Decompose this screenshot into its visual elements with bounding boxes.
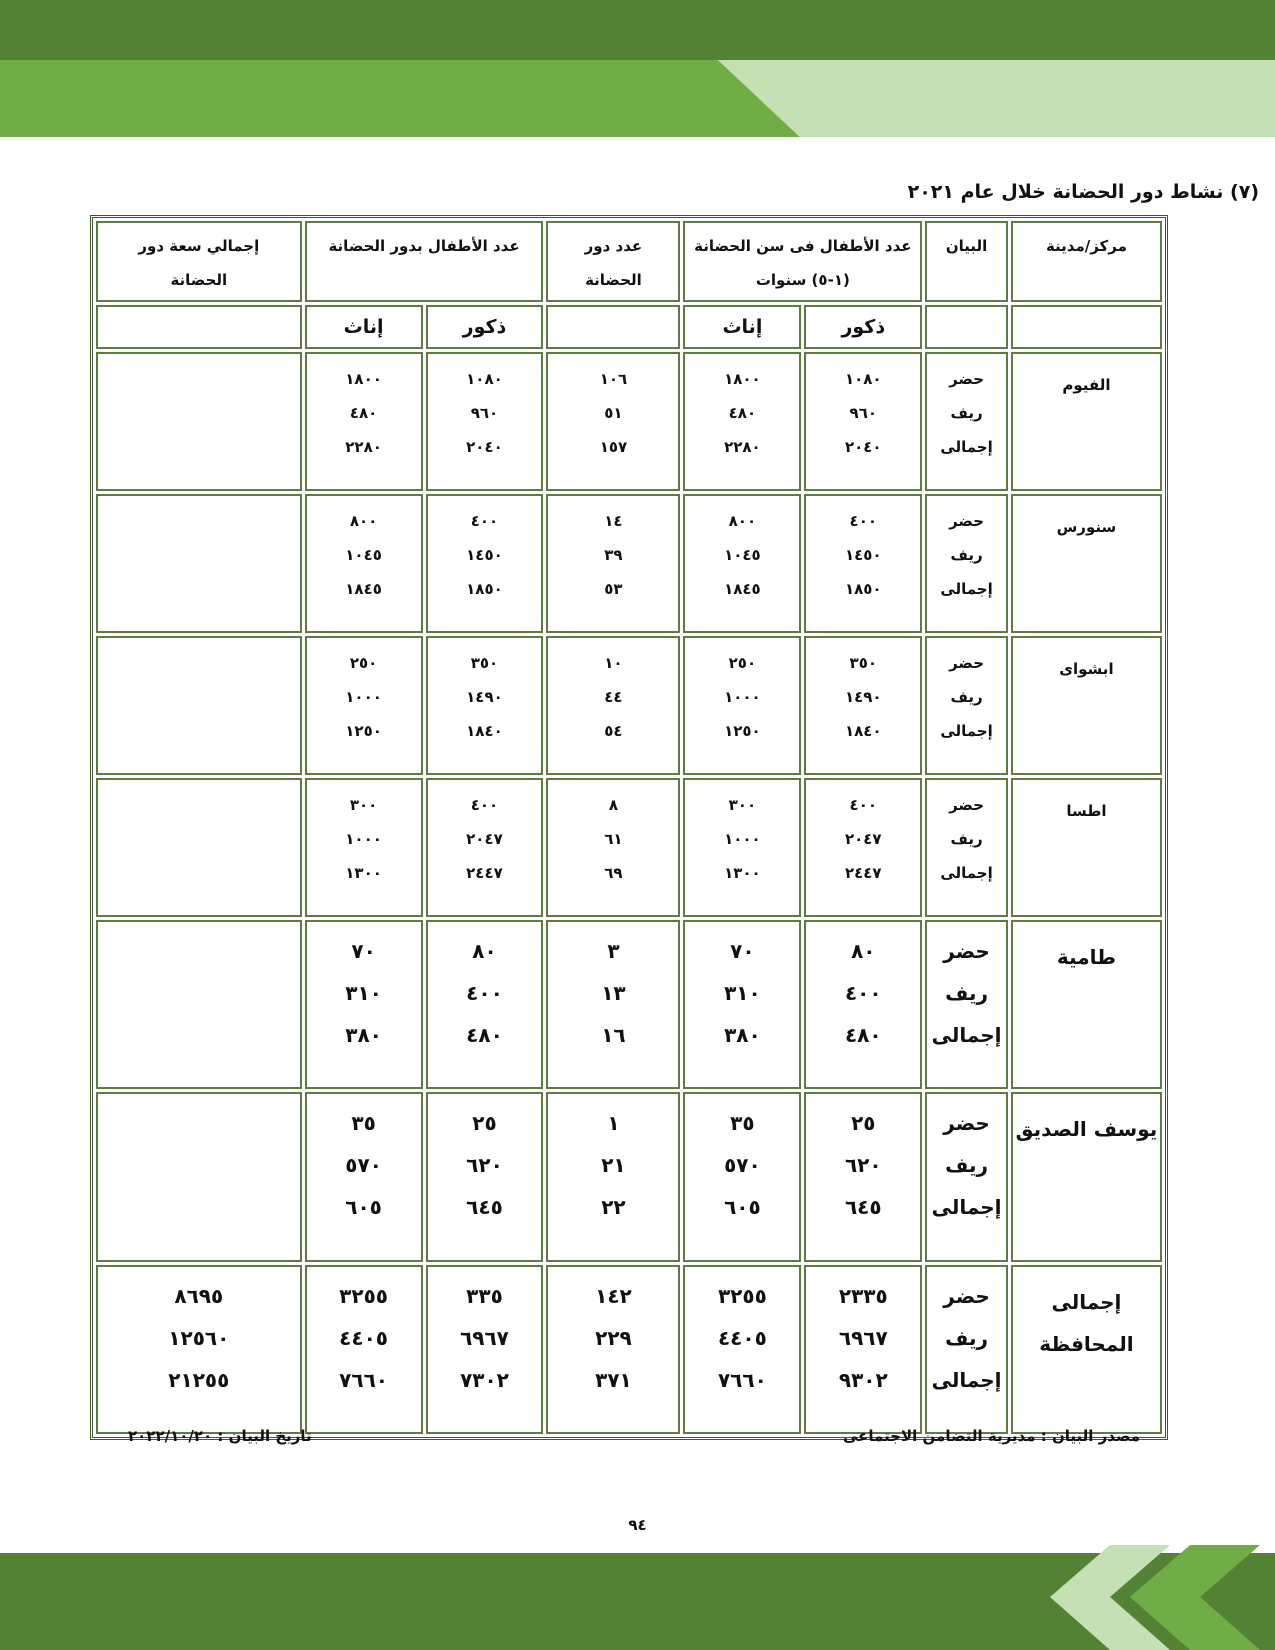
header-females: إناث [305,305,423,349]
statement-labels: حضر ريف إجمالى [925,778,1008,917]
age-males: ٣٥٠ ١٤٩٠ ١٨٤٠ [804,636,922,775]
capacity [96,1092,302,1261]
nurseries-count: ١ ٢١ ٢٢ [546,1092,680,1261]
in-males: ٣٣٥ ٦٩٦٧ ٧٣٠٢ [426,1265,544,1434]
nursery-table [90,215,1168,1440]
statement-labels: حضر ريف إجمالى [925,352,1008,491]
age-females: ٣٢٥٥ ٤٤٠٥ ٧٦٦٠ [683,1265,801,1434]
in-males: ٢٥ ٦٢٠ ٦٤٥ [426,1092,544,1261]
statement-labels: حضر ريف إجمالى [925,1092,1008,1261]
city-name: يوسف الصديق [1011,1092,1162,1261]
in-females: ١٨٠٠ ٤٨٠ ٢٢٨٠ [305,352,423,491]
table-row [96,920,1162,1089]
header-children-age: عدد الأطفال فى سن الحضانة (١-٥) سنوات [683,221,922,302]
nurseries-count: ١٠ ٤٤ ٥٤ [546,636,680,775]
age-females: ٣٠٠ ١٠٠٠ ١٣٠٠ [683,778,801,917]
age-males: ٢٣٣٥ ٦٩٦٧ ٩٣٠٢ [804,1265,922,1434]
capacity [96,778,302,917]
in-males: ١٠٨٠ ٩٦٠ ٢٠٤٠ [426,352,544,491]
data-date: تاريخ البيان : ٢٠٢٢/١٠/٢٠ [128,1427,312,1445]
table-row [96,352,1162,491]
table-row [96,1092,1162,1261]
in-females: ٣٠٠ ١٠٠٠ ١٣٠٠ [305,778,423,917]
age-females: ١٨٠٠ ٤٨٠ ٢٢٨٠ [683,352,801,491]
age-males: ٨٠ ٤٠٠ ٤٨٠ [804,920,922,1089]
age-males: ١٠٨٠ ٩٦٠ ٢٠٤٠ [804,352,922,491]
city-name: ابشواى [1011,636,1162,775]
header-children-in-nurseries: عدد الأطفال بدور الحضانة [305,221,544,302]
city-name: طامية [1011,920,1162,1089]
age-females: ٨٠٠ ١٠٤٥ ١٨٤٥ [683,494,801,633]
header-city: مركز/مدينة [1011,221,1162,302]
age-females: ٣٥ ٥٧٠ ٦٠٥ [683,1092,801,1261]
nurseries-count: ٨ ٦١ ٦٩ [546,778,680,917]
in-males: ٤٠٠ ١٤٥٠ ١٨٥٠ [426,494,544,633]
age-females: ٢٥٠ ١٠٠٠ ١٢٥٠ [683,636,801,775]
in-males: ٣٥٠ ١٤٩٠ ١٨٤٠ [426,636,544,775]
header-males: ذكور [426,305,544,349]
table-row [96,636,1162,775]
header-nurseries: عدد دور الحضانة [546,221,680,302]
age-males: ٢٥ ٦٢٠ ٦٤٥ [804,1092,922,1261]
total-row [96,1265,1162,1434]
total-label: إجمالى المحافظة [1011,1265,1162,1434]
in-females: ٨٠٠ ١٠٤٥ ١٨٤٥ [305,494,423,633]
in-females: ٢٥٠ ١٠٠٠ ١٢٥٠ [305,636,423,775]
age-males: ٤٠٠ ١٤٥٠ ١٨٥٠ [804,494,922,633]
data-source: مصدر البيان : مديرية التضامن الاجتماعى [842,1427,1140,1445]
header-row-1 [96,221,1162,302]
page-number: ٩٤ [628,1516,647,1534]
header-statement: البيان [925,221,1008,302]
in-females: ٣٢٥٥ ٤٤٠٥ ٧٦٦٠ [305,1265,423,1434]
header-males: ذكور [804,305,922,349]
capacity [96,494,302,633]
capacity [96,920,302,1089]
nurseries-count: ٣ ١٣ ١٦ [546,920,680,1089]
capacity [96,636,302,775]
table-row [96,494,1162,633]
nurseries-count: ١٤ ٣٩ ٥٣ [546,494,680,633]
page-title: (٧) نشاط دور الحضانة خلال عام ٢٠٢١ [907,181,1259,203]
statement-labels: حضر ريف إجمالى [925,920,1008,1089]
header-row-2 [96,305,1162,349]
age-males: ٤٠٠ ٢٠٤٧ ٢٤٤٧ [804,778,922,917]
in-females: ٧٠ ٣١٠ ٣٨٠ [305,920,423,1089]
in-males: ٨٠ ٤٠٠ ٤٨٠ [426,920,544,1089]
header-capacity: إجمالي سعة دور الحضانة [96,221,302,302]
in-males: ٤٠٠ ٢٠٤٧ ٢٤٤٧ [426,778,544,917]
statement-labels: حضر ريف إجمالى [925,494,1008,633]
capacity [96,352,302,491]
header-females: إناث [683,305,801,349]
nurseries-count: ١٤٢ ٢٢٩ ٣٧١ [546,1265,680,1434]
footer-banner [0,1545,1275,1650]
city-name: الفيوم [1011,352,1162,491]
nurseries-count: ١٠٦ ٥١ ١٥٧ [546,352,680,491]
statement-labels: حضر ريف إجمالى [925,636,1008,775]
age-females: ٧٠ ٣١٠ ٣٨٠ [683,920,801,1089]
table-row [96,778,1162,917]
capacity: ٨٦٩٥ ١٢٥٦٠ ٢١٢٥٥ [96,1265,302,1434]
header-banner [0,0,1275,140]
in-females: ٣٥ ٥٧٠ ٦٠٥ [305,1092,423,1261]
city-name: سنورس [1011,494,1162,633]
statement-labels: حضر ريف إجمالى [925,1265,1008,1434]
city-name: اطسا [1011,778,1162,917]
